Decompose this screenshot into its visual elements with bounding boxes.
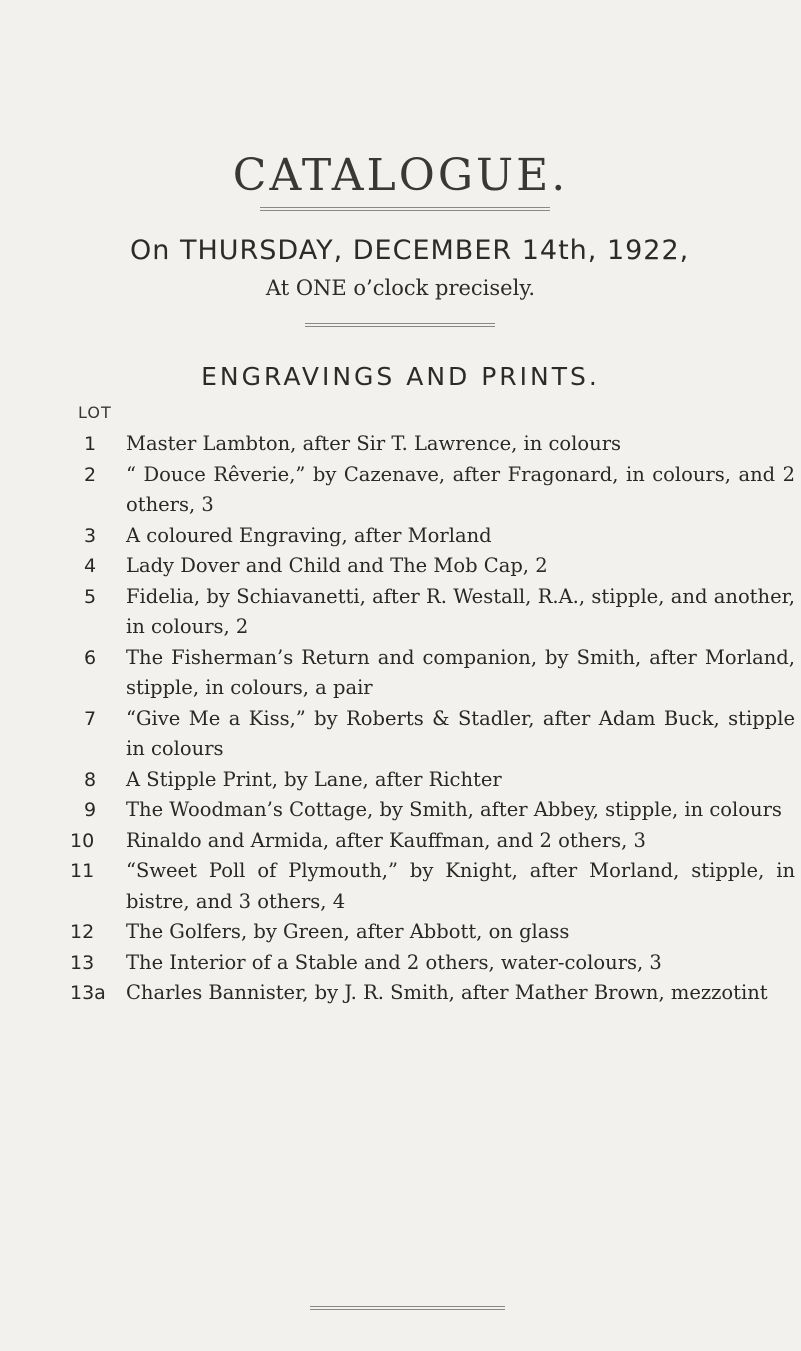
lot-description: Charles Bannister, by J. R. Smith, after Mather Brown, mezzotint: [126, 981, 768, 1004]
lot-entry: [70, 643, 795, 704]
lot-number: 1: [84, 433, 97, 455]
title-divider: [260, 207, 550, 211]
lot-number: 7: [84, 707, 97, 730]
lot-column-label: LOT: [78, 403, 112, 422]
lot-description: Lady Dover and Child and The Mob Cap, 2: [126, 554, 548, 577]
sale-time: At ONE o’clock precisely.: [265, 276, 536, 300]
lot-description: The Woodman’s Cottage, by Smith, after Abbey, stipple, in colours: [126, 798, 782, 821]
lot-entry: [70, 521, 795, 552]
lot-number: 9: [84, 799, 97, 821]
lot-number: 4: [84, 555, 97, 577]
section-heading: ENGRAVINGS AND PRINTS.: [201, 362, 600, 391]
lot-number: 8: [84, 768, 97, 791]
lot-entry: [70, 429, 795, 460]
lot-entry: [70, 826, 795, 857]
lot-entry: [70, 948, 795, 979]
lot-description: Master Lambton, after Sir T. Lawrence, in colours: [126, 432, 622, 455]
lot-number: 13: [70, 951, 95, 974]
lot-number: 6: [84, 646, 97, 669]
lot-number: 13a: [70, 982, 106, 1004]
lot-description: The Interior of a Stable and 2 others, water-colours, 3: [126, 950, 662, 974]
lot-description: “ Douce Rêverie,” by Cazenave, after Fragonard, in colours, and 2 others, 3: [126, 462, 795, 516]
lot-number: 12: [70, 921, 95, 943]
lot-entry: [70, 765, 795, 796]
lot-entry: [70, 704, 795, 765]
lot-description: The Golfers, by Green, after Abbott, on glass: [126, 920, 570, 943]
lot-entry: [70, 917, 795, 948]
lot-entry: [70, 551, 795, 582]
lot-description: The Fisherman’s Return and companion, by Smith, after Morland, stipple, in colours, a pair: [126, 645, 795, 699]
catalogue-title: CATALOGUE.: [232, 150, 569, 201]
closing-divider: [310, 1306, 505, 1310]
lot-list: [70, 429, 795, 1009]
lot-number: 11: [70, 860, 95, 882]
lot-entry: [70, 978, 795, 1009]
lot-description: “Sweet Poll of Plymouth,” by Knight, after Morland, stipple, in bistre, and 3 others, 4: [126, 859, 795, 913]
lot-description: Rinaldo and Armida, after Kauffman, and 2 others, 3: [126, 828, 646, 852]
lot-entry: [70, 795, 795, 826]
date-divider: [305, 323, 495, 327]
lot-entry: [70, 582, 795, 643]
lot-description: “Give Me a Kiss,” by Roberts & Stadler, after Adam Buck, stipple in colours: [126, 706, 795, 760]
lot-number: 2: [84, 463, 97, 486]
lot-entry: [70, 460, 795, 521]
lot-description: A coloured Engraving, after Morland: [126, 523, 492, 547]
lot-number: 3: [84, 524, 97, 547]
sale-date: On THURSDAY, DECEMBER 14th, 1922,: [130, 235, 690, 266]
lot-number: 10: [70, 829, 95, 852]
lot-description: A Stipple Print, by Lane, after Richter: [126, 767, 502, 791]
lot-description: Fidelia, by Schiavanetti, after R. Westall, R.A., stipple, and another, in colours, 2: [126, 584, 795, 638]
lot-number: 5: [84, 585, 97, 608]
lot-entry: [70, 856, 795, 917]
